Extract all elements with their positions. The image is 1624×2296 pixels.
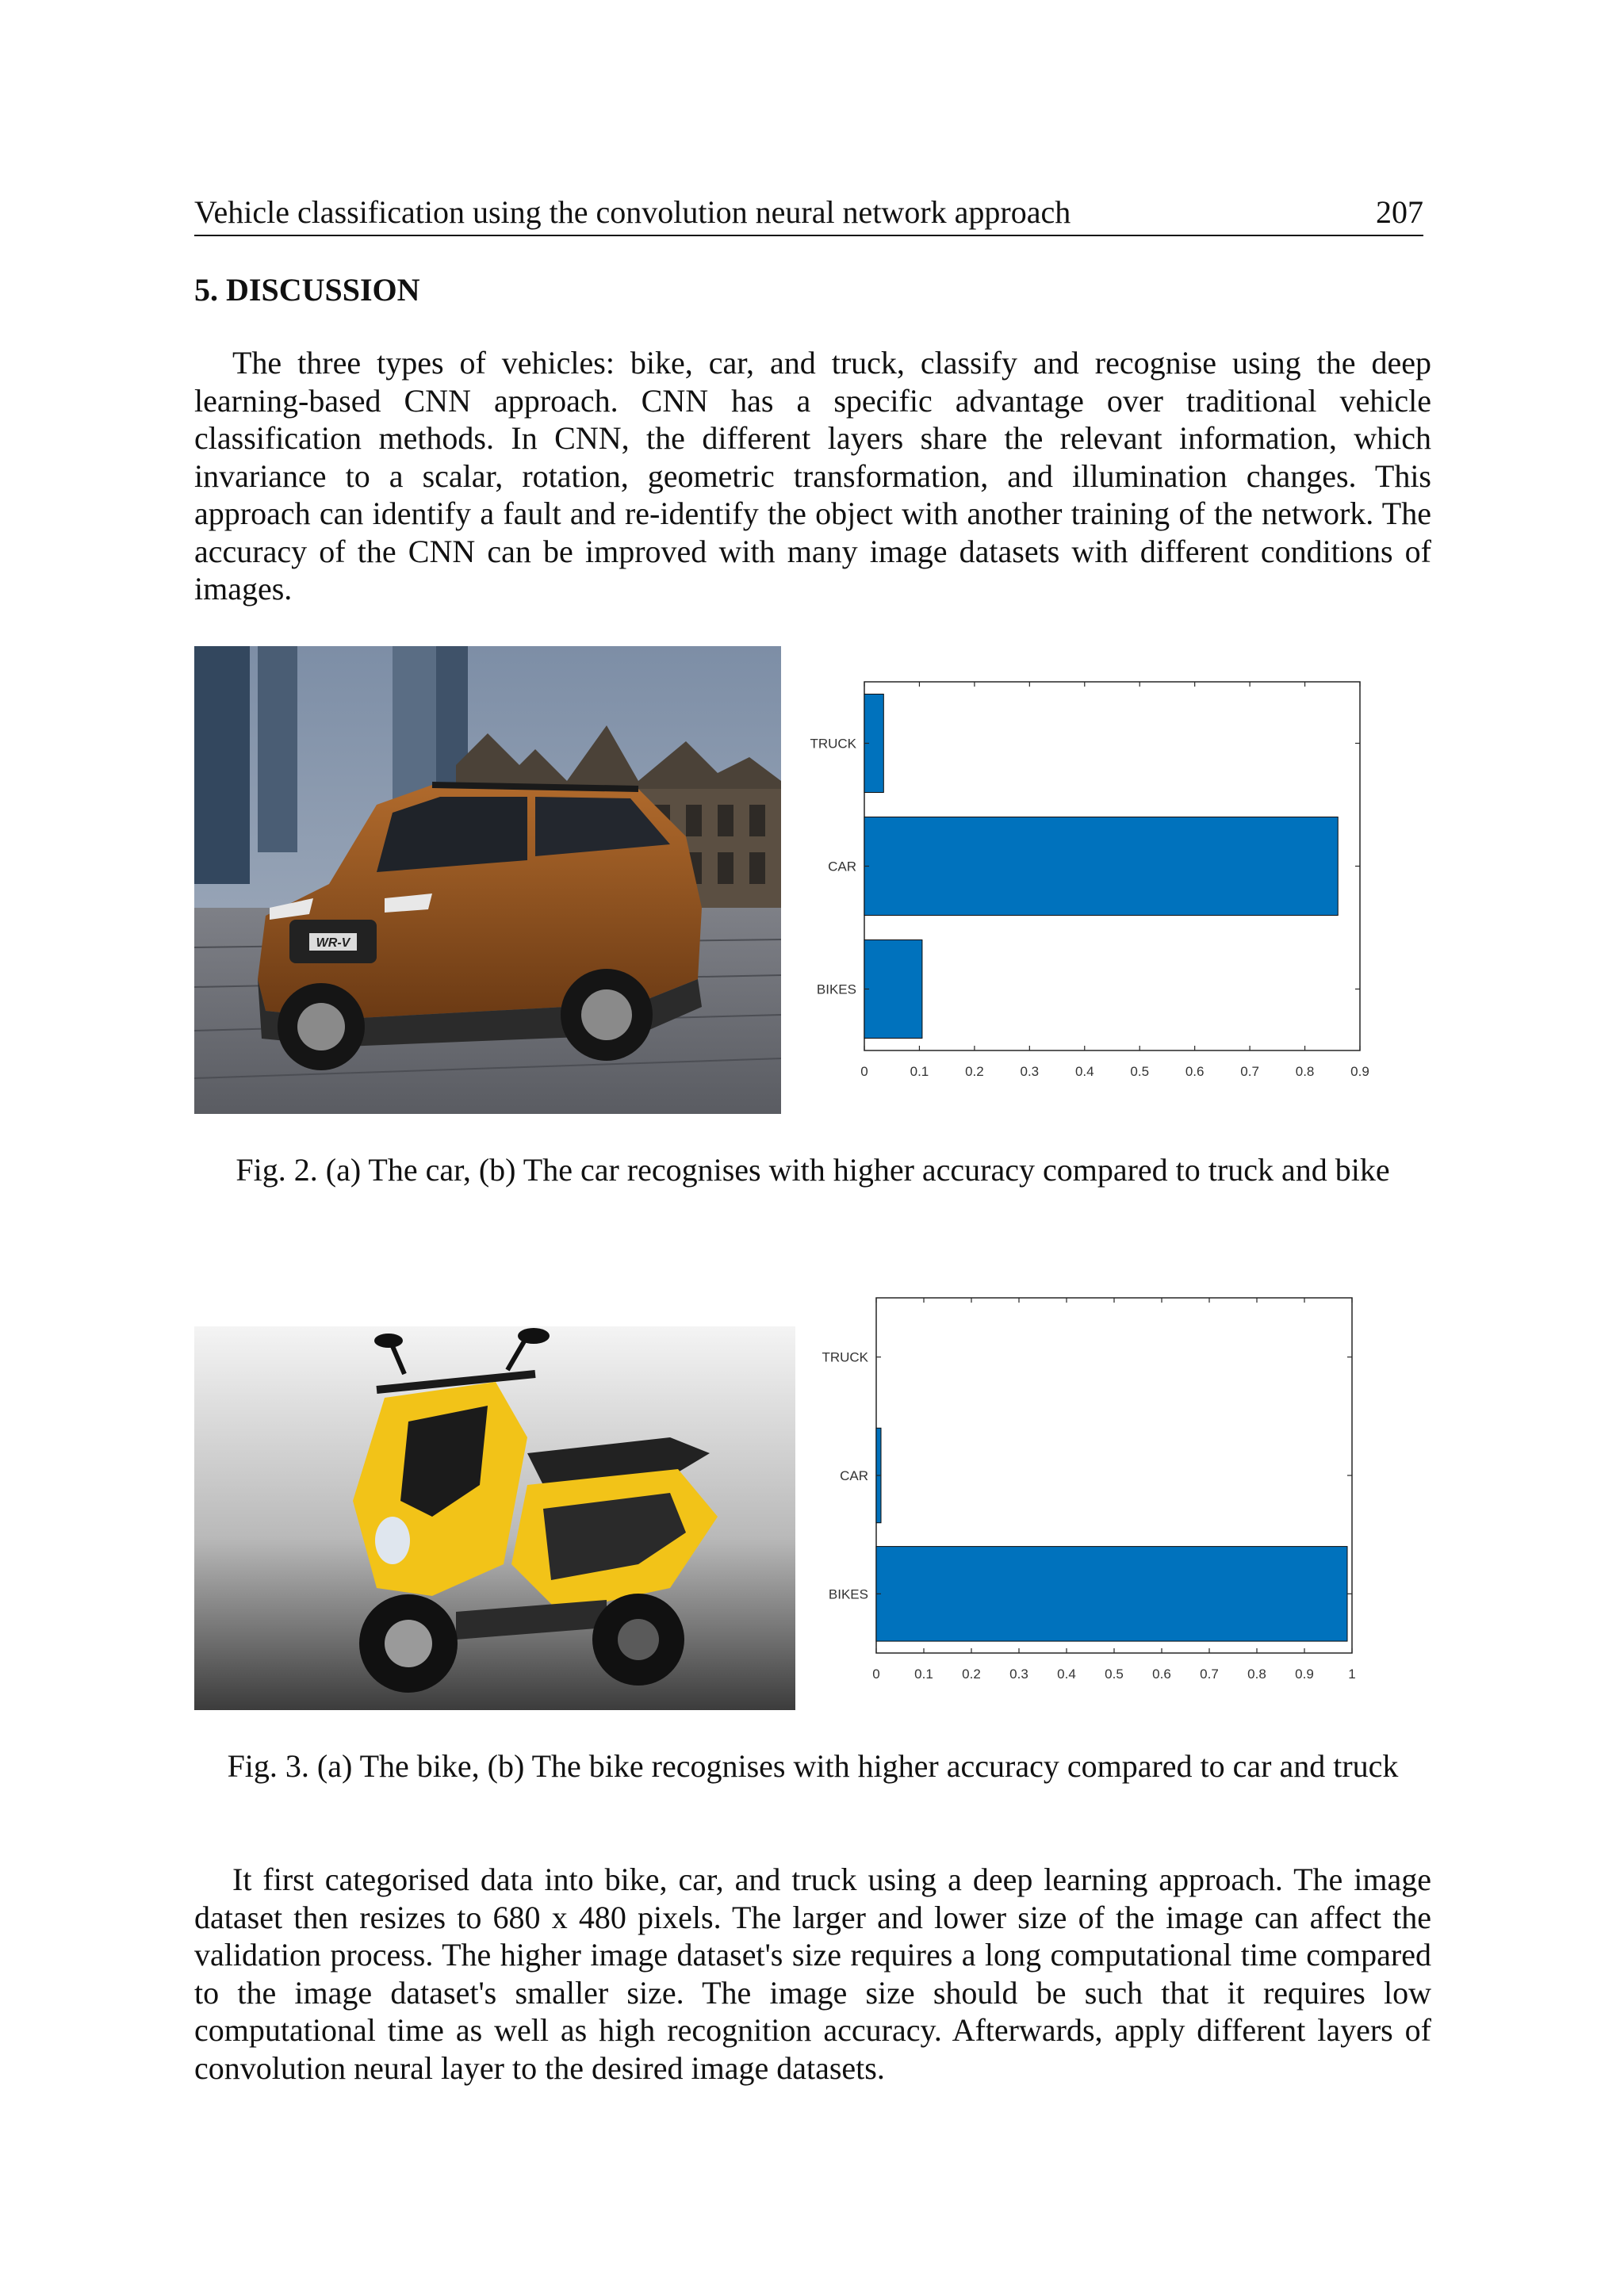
chart1-xtick-label-5: 0.5 [1130,1064,1150,1079]
running-head [194,190,1423,236]
chart1-bar-car [864,817,1338,916]
chart1-xtick-label-4: 0.4 [1074,1064,1094,1079]
chart1-xtick-label-7: 0.7 [1240,1064,1259,1079]
running-head-title: Vehicle classification using the convolution neural network approach [194,194,1071,230]
chart2-xtick-label-2: 0.2 [962,1667,981,1682]
chart2-category-label-truck: TRUCK [822,1349,868,1365]
page-number: 207 [1376,194,1423,230]
chart2-xtick-label-10: 1 [1348,1667,1356,1682]
fig2-bar-chart [785,666,1404,1110]
chart2-xtick-label-4: 0.4 [1057,1667,1076,1682]
chart1-xtick-label-3: 0.3 [1020,1064,1040,1079]
chart1-category-label-bikes: BIKES [816,982,856,997]
discussion-paragraph-2: It first categorised data into bike, car, and truck using a deep learning approach. The image dataset then resizes to 680 x 480 pixels. The larger and lower size of the image can affect the validation process. The higher image dataset's size requires a long computational time compared to the image dataset's smaller size. The image size should be such that it requires low computational time as well as high recognition accuracy. Afterwards, apply different layers of convolution neural layer to the desired image datasets. [194,1862,1431,2086]
chart2-xtick-label-8: 0.8 [1247,1667,1266,1682]
chart1-category-label-truck: TRUCK [810,736,856,752]
chart1-xtick-label-1: 0.1 [910,1064,929,1079]
figure-2-caption: Fig. 2. (a) The car, (b) The car recognises with higher accuracy compared to truck and bike [236,1152,1390,1188]
chart1-xtick-label-2: 0.2 [965,1064,984,1079]
car-badge-text: WR-V [316,936,350,950]
car-photo [194,646,781,1114]
bike-photo-illustration [194,1326,795,1710]
chart2-category-label-bikes: BIKES [828,1586,868,1602]
chart2-bar-bikes [876,1547,1347,1641]
chart1-xtick-label-8: 0.8 [1295,1064,1315,1079]
chart1-category-label-car: CAR [828,859,856,874]
car-photo-illustration [194,646,781,1114]
fig3-bar-chart [801,1284,1388,1697]
chart1-xtick-label-6: 0.6 [1185,1064,1205,1079]
chart2-xtick-label-7: 0.7 [1200,1667,1219,1682]
chart1-xtick-label-0: 0 [860,1064,868,1079]
chart1-xtick-label-9: 0.9 [1350,1064,1369,1079]
chart2-xtick-label-3: 0.3 [1009,1667,1028,1682]
chart2-xtick-label-0: 0 [872,1667,880,1682]
chart2-xtick-label-6: 0.6 [1152,1667,1171,1682]
chart1-bar-bikes [864,940,922,1039]
chart2-xtick-label-1: 0.1 [914,1667,933,1682]
figure-3-caption: Fig. 3. (a) The bike, (b) The bike recognises with higher accuracy compared to car and truck [227,1748,1399,1784]
chart2-xtick-label-9: 0.9 [1295,1667,1314,1682]
chart2-xtick-label-5: 0.5 [1105,1667,1124,1682]
discussion-paragraph-1: The three types of vehicles: bike, car, and truck, classify and recognise using the deep learning-based CNN approach. CNN has a specific advantage over traditional vehicle classification methods. In CNN, the different layers share the relevant information, which invariance to a scalar, rotation, geometric transformation, and illumination changes. This approach can identify a fault and re-identify the object with another training of the network. The accuracy of the CNN can be improved with many image datasets with different conditions of images. [194,345,1431,607]
chart2-category-label-car: CAR [840,1468,868,1483]
bike-photo [194,1326,795,1710]
section-heading: 5. DISCUSSION [194,272,420,308]
